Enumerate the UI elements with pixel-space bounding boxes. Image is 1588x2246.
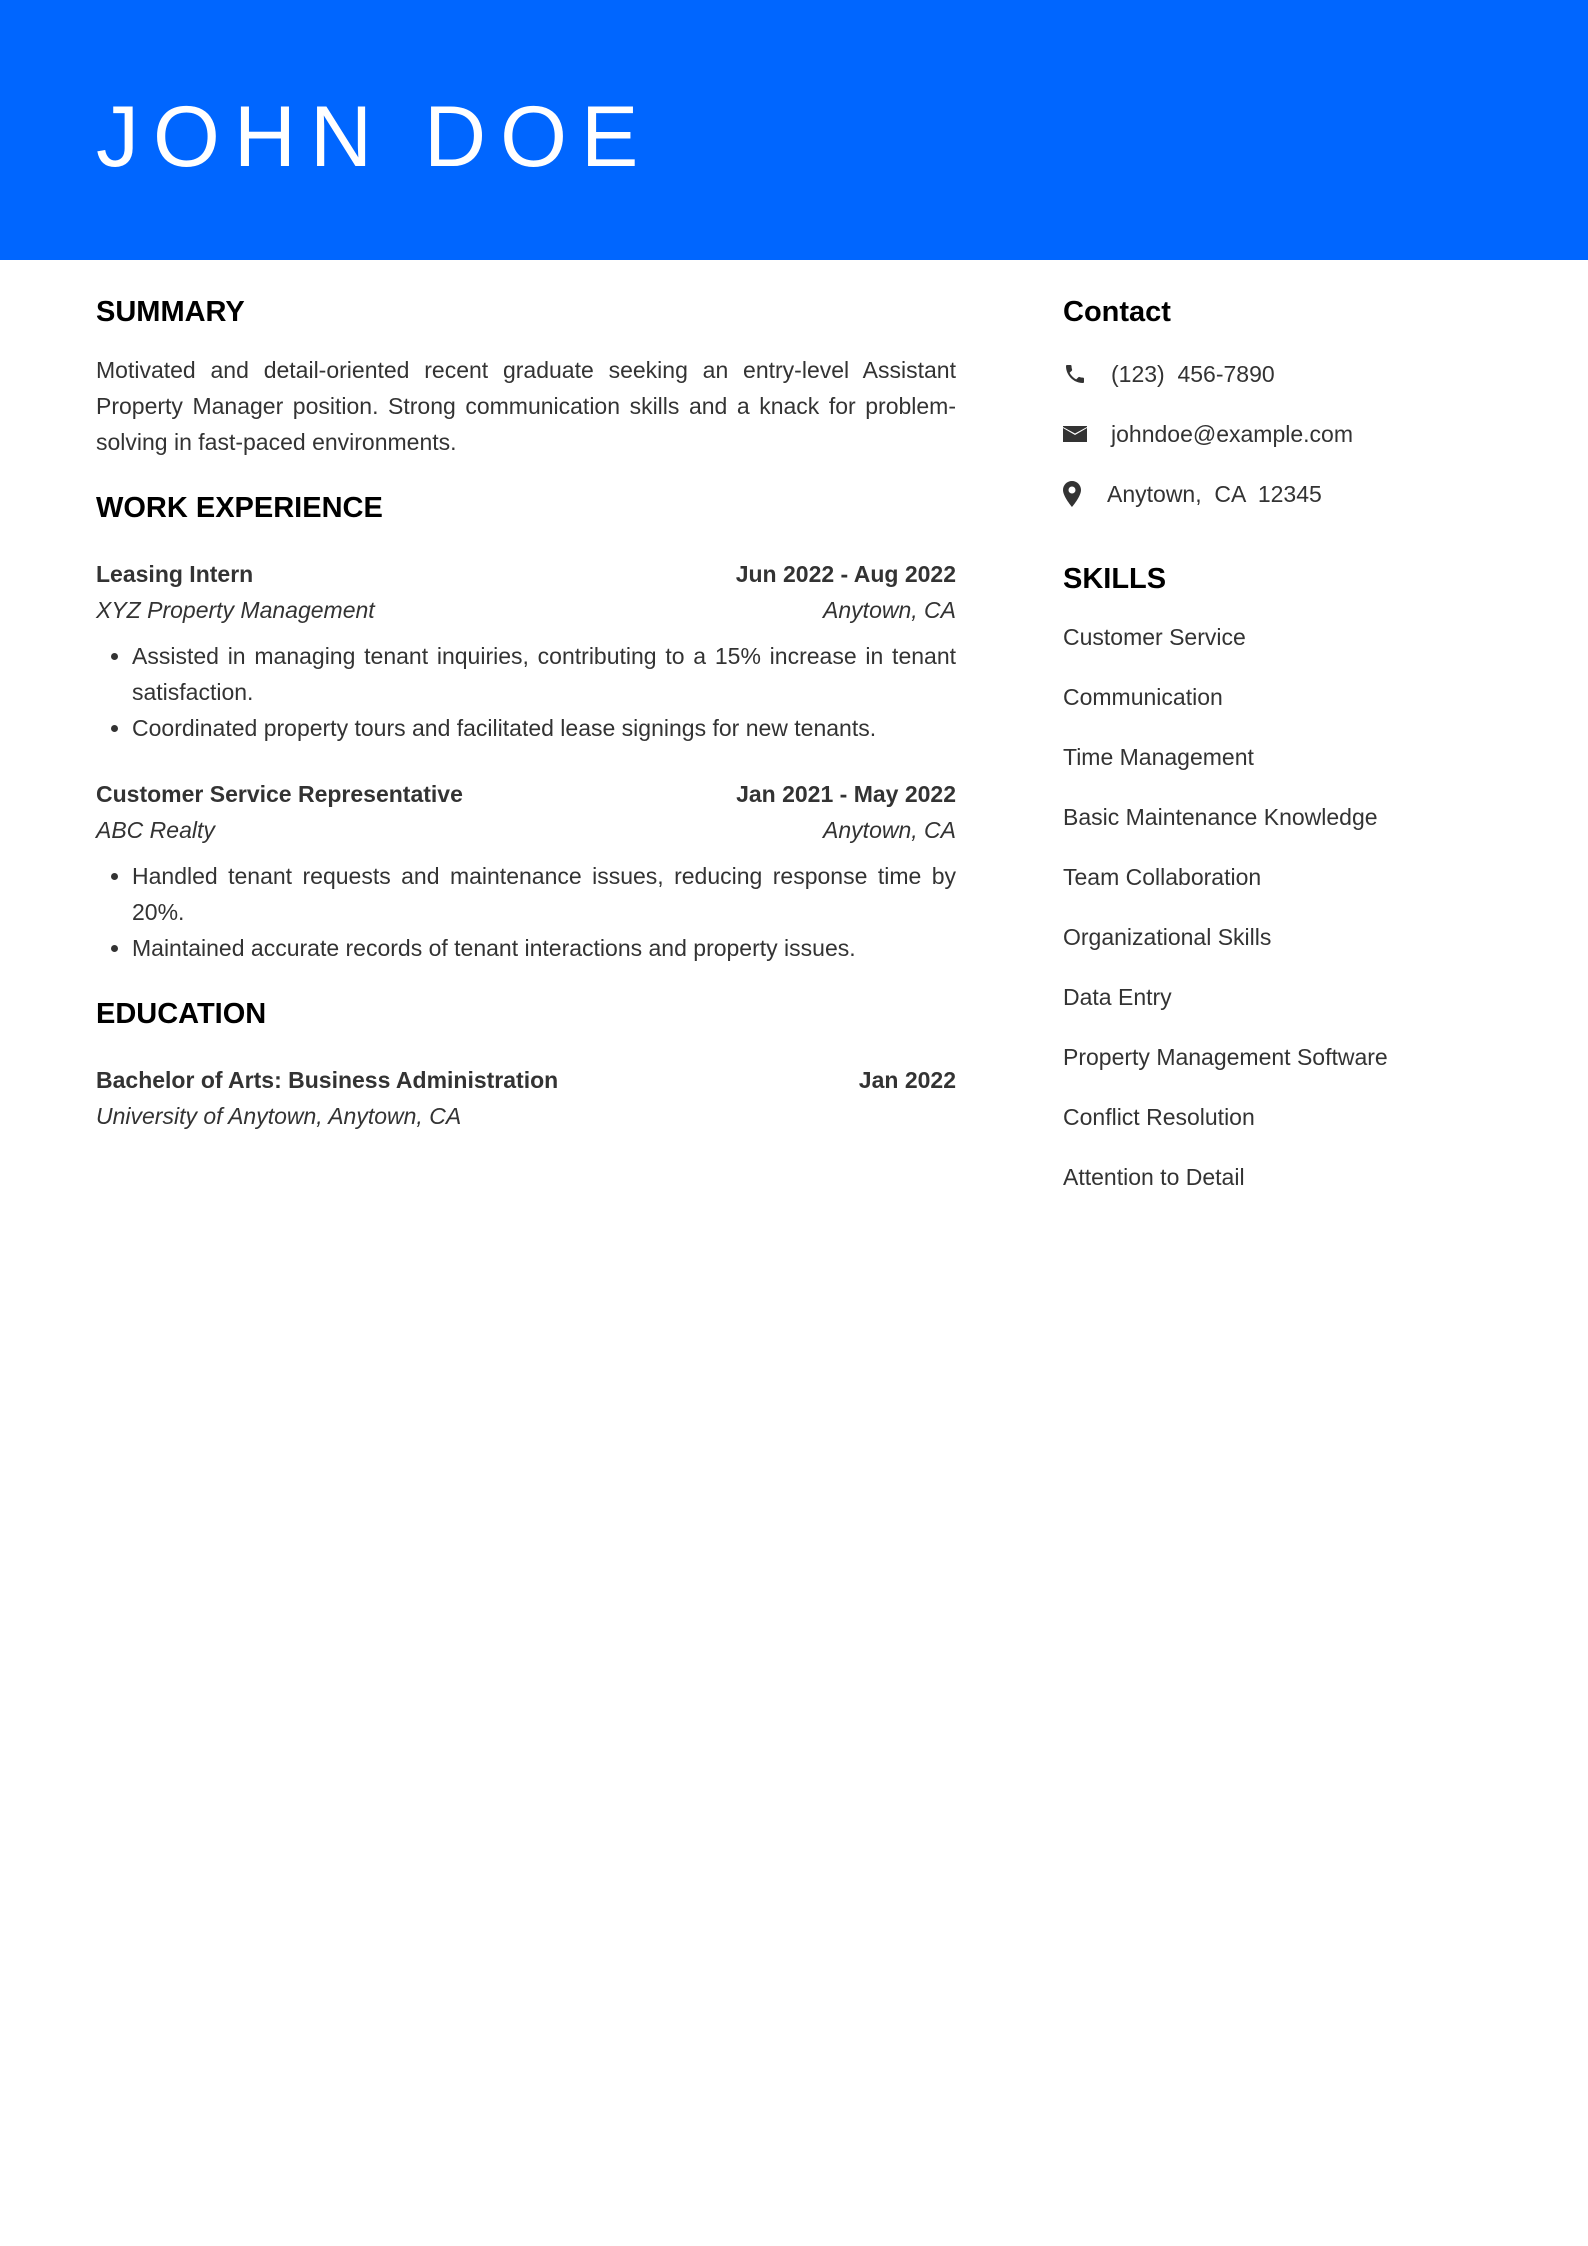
summary-heading: SUMMARY	[96, 296, 245, 328]
contact-list	[1063, 356, 1503, 512]
map-pin-icon	[1063, 481, 1083, 507]
skill-item: Data Entry	[1063, 984, 1172, 1010]
skills-heading: SKILLS	[1063, 563, 1167, 595]
contact-phone	[1063, 356, 1503, 392]
job-bullet: • Coordinated property tours and facilitated lease signings for new tenants.	[132, 710, 956, 746]
work-experience-heading: WORK EXPERIENCE	[96, 492, 383, 524]
skill-item: Customer Service	[1063, 624, 1246, 650]
phone-number: (123) 456-7890	[1111, 360, 1275, 387]
job-dates: Jan 2021 - May 2022	[736, 781, 956, 807]
address: Anytown, CA 12345	[1107, 480, 1322, 507]
job-bullets	[96, 858, 956, 966]
job-role: Leasing Intern	[96, 561, 254, 587]
job-company: XYZ Property Management	[96, 597, 375, 623]
summary-text: Motivated and detail-oriented recent graduate seeking an entry-level Assistant Property Manager position. Strong communication skills and a knack for problem-solving in fast-paced environments.	[96, 357, 956, 455]
job-entry	[96, 776, 956, 966]
graduation-date: Jan 2022	[858, 1067, 956, 1093]
job-bullet: • Maintained accurate records of tenant interactions and property issues.	[132, 930, 956, 966]
contact-heading: Contact	[1063, 296, 1171, 328]
job-bullet: • Assisted in managing tenant inquiries, contributing to a 15% increase in tenant satisfaction.	[132, 638, 956, 710]
job-role: Customer Service Representative	[96, 781, 463, 807]
job-company: ABC Realty	[96, 817, 215, 843]
phone-icon	[1063, 361, 1089, 387]
job-location: Anytown, CA	[823, 817, 956, 843]
job-dates: Jun 2022 - Aug 2022	[735, 561, 956, 587]
job-bullet: • Handled tenant requests and maintenance issues, reducing response time by 20%.	[132, 858, 956, 930]
skill-item: Attention to Detail	[1063, 1164, 1245, 1190]
job-entry	[96, 556, 956, 746]
job-bullets	[96, 638, 956, 746]
email-address: johndoe@example.com	[1111, 420, 1353, 447]
degree: Bachelor of Arts: Business Administration	[96, 1067, 559, 1093]
skill-item: Property Management Software	[1063, 1044, 1388, 1070]
main-column	[96, 292, 956, 1134]
skill-item: Organizational Skills	[1063, 924, 1272, 950]
skill-item: Team Collaboration	[1063, 864, 1262, 890]
education-entry	[96, 1062, 956, 1134]
skill-item: Time Management	[1063, 744, 1254, 770]
sidebar-column	[1063, 292, 1503, 1219]
skill-item: Basic Maintenance Knowledge	[1063, 804, 1378, 830]
education-heading: EDUCATION	[96, 998, 267, 1030]
envelope-icon	[1063, 421, 1089, 447]
school: University of Anytown, Anytown, CA	[96, 1103, 462, 1129]
job-location: Anytown, CA	[823, 597, 956, 623]
contact-address	[1063, 476, 1503, 512]
contact-email	[1063, 416, 1503, 452]
header-banner	[0, 0, 1588, 260]
candidate-name: JOHN DOE	[96, 89, 653, 185]
skill-item: Communication	[1063, 684, 1223, 710]
skills-list	[1063, 619, 1503, 1195]
skill-item: Conflict Resolution	[1063, 1104, 1255, 1130]
